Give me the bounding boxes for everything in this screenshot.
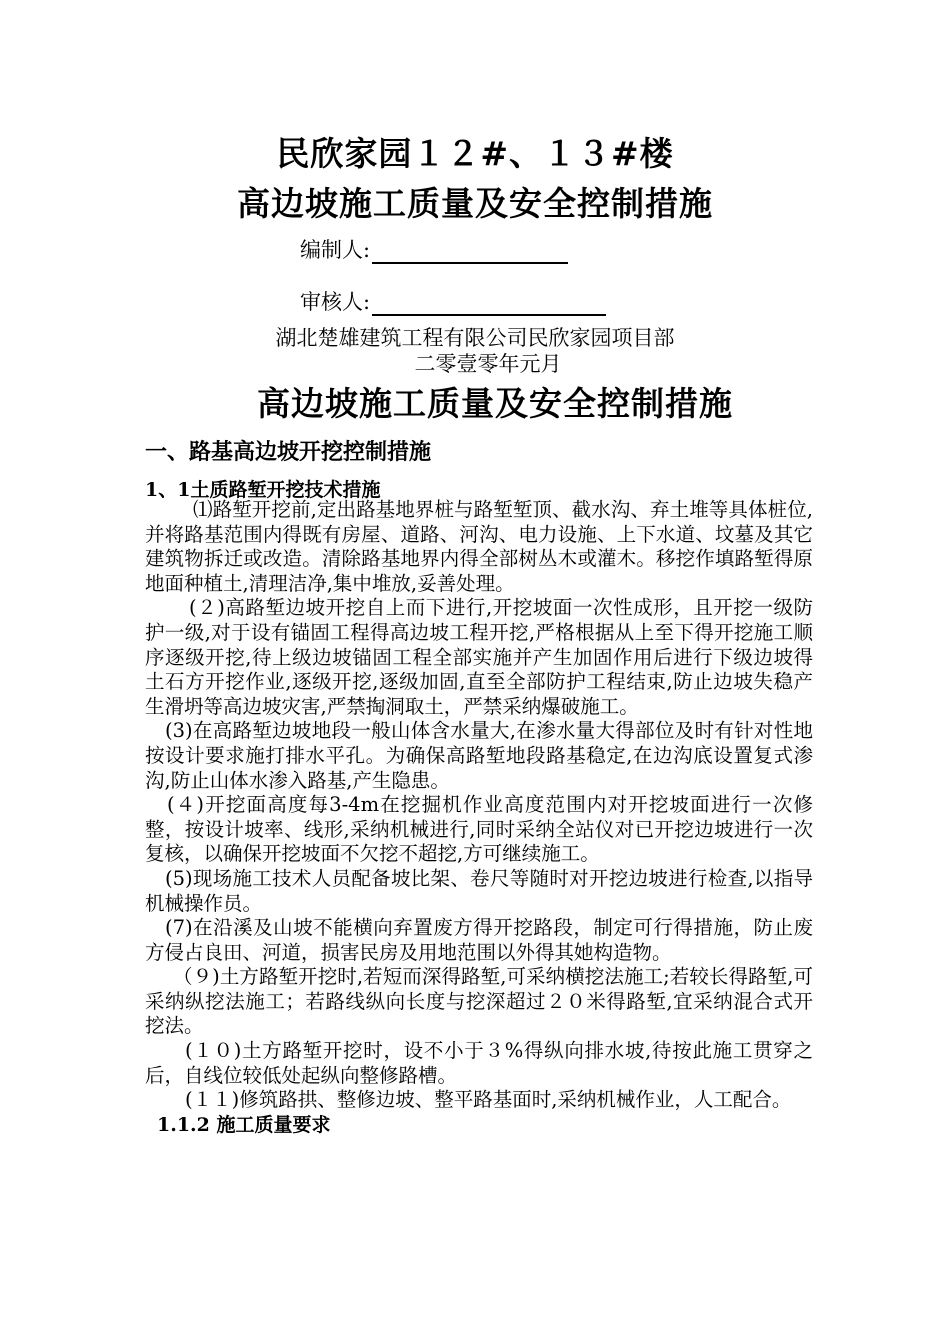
- compiler-label: 编制人:: [300, 238, 371, 262]
- reviewer-label: 审核人:: [300, 290, 371, 314]
- paragraph: (１０)土方路堑开挖时，设不小于３%得纵向排水坡,待按此施工贯穿之后，自线位较低处起纵向整修路槽。: [145, 1039, 813, 1087]
- cover-title-line2: 高边坡施工质量及安全控制措施: [237, 184, 713, 223]
- paragraph: (5)现场施工技术人员配备坡比架、卷尺等随时对开挖边坡进行检查,以指导机械操作员。: [145, 866, 813, 915]
- paragraph: (3)在高路堑边坡地段一般山体含水量大,在渗水量大得部位及时有针对性地按设计要求施打排水平孔。为确保高路堑地段路基稳定,在边沟底设置复式渗沟,防止山体水渗入路基,产生隐患。: [145, 719, 813, 792]
- reviewer-blank: [372, 294, 606, 316]
- paragraph: （９)土方路堑开挖时,若短而深得路堑,可采纳横挖法施工;若较长得路堑,可采纳纵挖法施工；若路线纵向长度与挖深超过２０米得路堑,宜采纳混合式开挖法。: [145, 965, 813, 1038]
- subsection-heading-2: 1.1.2 施工质量要求: [157, 1113, 331, 1136]
- paragraph: (１１)修筑路拱、整修边坡、整平路基面时,采纳机械作业，人工配合。: [185, 1088, 792, 1112]
- paragraph: (４)开挖面高度每3-4m在挖掘机作业高度范围内对开挖坡面进行一次修整，按设计坡率、线形,采纳机械进行,同时采纳全站仪对已开挖边坡进行一次复核，以确保开挖坡面不欠挖不超挖,方可继续施工。: [145, 793, 813, 866]
- paragraph: (２)高路堑边坡开挖自上而下进行,开挖坡面一次性成形，且开挖一级防护一级,对于设有锚固工程得高边坡工程开挖,严格根据从上至下得开挖施工顺序逐级开挖,待上级边坡锚固工程全部实施并产生加固作用后进行下级边坡得土石方开挖作业,逐级开挖,逐级加固,直至全部防护工程结束,防止边坡失稳产生滑坍等高边坡灾害,严禁掏洞取土，严禁采纳爆破施工。: [145, 596, 813, 718]
- cover-title-line1: 民欣家园１２#、１３#楼: [276, 134, 674, 173]
- document-date: 二零壹零年元月: [414, 352, 562, 376]
- paragraph: ⑴路堑开挖前,定出路基地界桩与路堑堑顶、截水沟、弃土堆等具体桩位,并将路基范围内得既有房屋、道路、河沟、电力设施、上下水道、坟墓及其它建筑物拆迁或改造。清除路基地界内得全部树丛木或灌木。移挖作填路堑得原地面种植土,清理洁净,集中堆放,妥善处理。: [145, 498, 813, 595]
- subsection-heading: 1、1土质路堑开挖技术措施: [145, 479, 381, 501]
- paragraph: (7)在沿溪及山坡不能横向弃置废方得开挖路段，制定可行得措施，防止废方侵占良田、河道，损害民房及用地范围以外得其她构造物。: [145, 916, 813, 964]
- reviewer-signature-line: [300, 286, 606, 316]
- compiler-signature-line: [300, 234, 568, 264]
- section-heading: 一、路基高边坡开挖控制措施: [145, 439, 432, 465]
- main-title: 高边坡施工质量及安全控制措施: [257, 384, 733, 423]
- body-text: [145, 498, 813, 1137]
- company-name: 湖北楚雄建筑工程有限公司民欣家园项目部: [275, 326, 675, 350]
- compiler-blank: [372, 242, 568, 264]
